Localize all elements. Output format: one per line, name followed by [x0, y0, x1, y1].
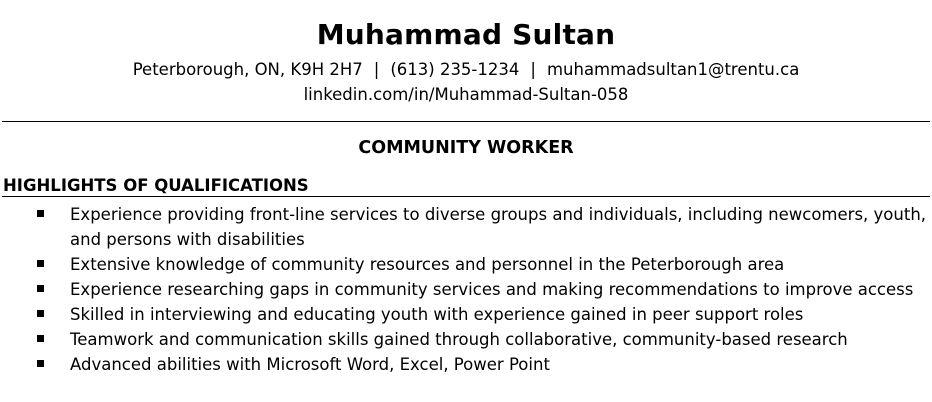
bullet-icon — [37, 310, 44, 317]
bullet-icon — [37, 210, 44, 217]
list-item-text: Extensive knowledge of community resources and personnel in the Peterborough area — [70, 255, 785, 274]
list-item-text: Skilled in interviewing and educating youth with experience gained in peer support roles — [70, 305, 804, 324]
contact-separator: | — [530, 60, 536, 79]
contact-separator: | — [373, 60, 380, 79]
list-item-text: Experience providing front-line services to diverse groups and individuals, including newcomers, youth, and persons with disabilities — [70, 205, 927, 249]
list-item — [0, 202, 932, 252]
job-title: COMMUNITY WORKER — [358, 138, 574, 158]
list-item — [0, 252, 932, 277]
location-text: Peterborough, ON, K9H 2H7 — [132, 60, 363, 79]
phone-text: (613) 235-1234 — [390, 60, 520, 79]
header-divider — [2, 121, 930, 122]
linkedin-text: linkedin.com/in/Muhammad-Sultan-058 — [303, 85, 629, 104]
bullet-icon — [37, 285, 44, 292]
section-divider — [2, 196, 930, 197]
list-item-text: Advanced abilities with Microsoft Word, Excel, Power Point — [70, 355, 550, 374]
list-item-text: Teamwork and communication skills gained through collaborative, community-based research — [70, 330, 848, 349]
bullet-icon — [37, 260, 44, 267]
list-item-text: Experience researching gaps in community services and making recommendations to improve access — [70, 280, 914, 299]
bullet-icon — [37, 335, 44, 342]
list-item — [0, 302, 932, 327]
bullet-icon — [37, 360, 44, 367]
highlights-list — [0, 202, 932, 377]
contact-line — [0, 59, 932, 81]
list-item — [0, 327, 932, 352]
email-text: muhammadsultan1@trentu.ca — [546, 60, 800, 79]
resume-name: Muhammad Sultan — [316, 18, 616, 51]
list-item — [0, 352, 932, 377]
list-item — [0, 277, 932, 302]
linkedin-line — [0, 84, 932, 106]
section-heading-highlights: HIGHLIGHTS OF QUALIFICATIONS — [3, 176, 309, 195]
